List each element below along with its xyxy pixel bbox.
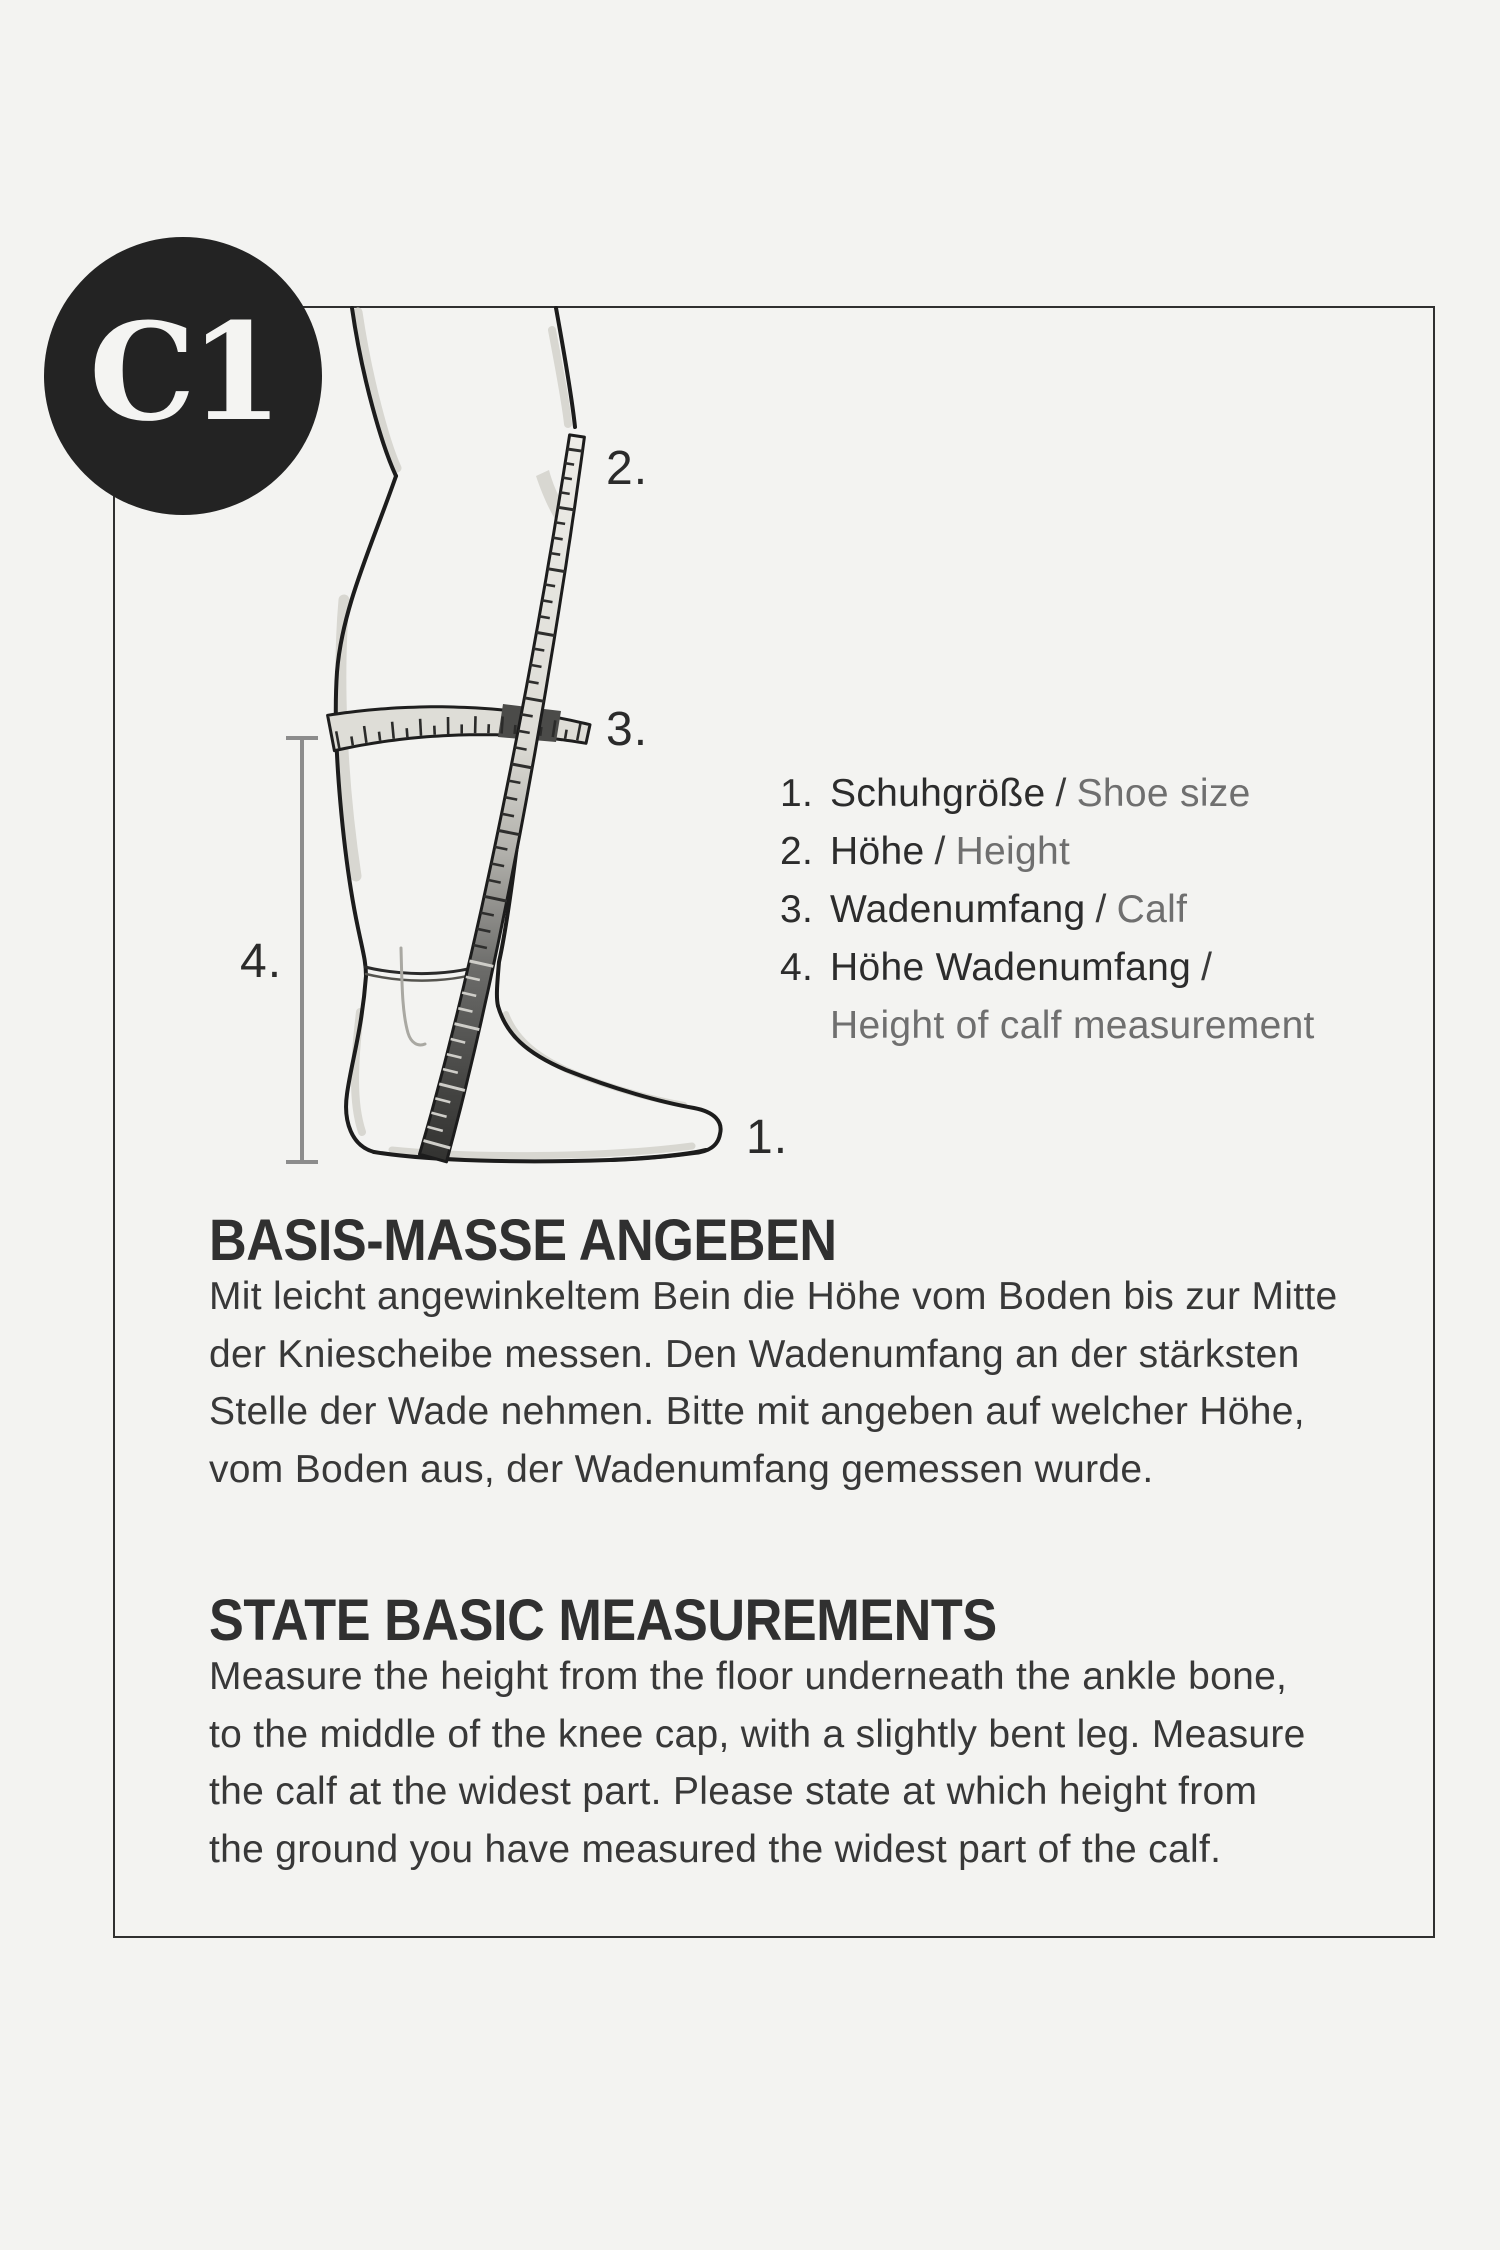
section-en [209, 1588, 1389, 1653]
legend-separator: / [934, 830, 946, 873]
legend-separator: / [1095, 888, 1107, 931]
legend-item [780, 881, 1315, 939]
marker-2: 2. [606, 442, 649, 495]
legend-item-number: 2. [780, 830, 814, 873]
legend-separator: / [1055, 772, 1067, 815]
section-heading-en: STATE BASIC MEASUREMENTS [209, 1588, 997, 1653]
badge-label: C1 [89, 293, 277, 451]
diagonal-measuring-tape [420, 435, 585, 1162]
legend-item-de: Wadenumfang [830, 888, 1086, 931]
height-measure-line [286, 738, 318, 1162]
legend-item-number: 3. [780, 888, 814, 931]
section-de [209, 1208, 1389, 1273]
legend-item-en: Calf [1116, 888, 1188, 931]
paragraph-line: to the middle of the knee cap, with a slightly bent leg. Measure [209, 1712, 1306, 1756]
legend-item-de: Schuhgröße [830, 772, 1046, 815]
paragraph-line: vom Boden aus, der Wadenumfang gemessen wurde. [209, 1447, 1154, 1491]
legend-item [780, 765, 1315, 823]
leg-measurement-illustration [230, 300, 810, 1210]
legend-item [780, 939, 1315, 997]
paragraph-line: the ground you have measured the widest part of the calf. [209, 1827, 1222, 1871]
paragraph-line: der Kniescheibe messen. Den Wadenumfang an der stärksten [209, 1332, 1300, 1376]
calf-tape-band [328, 704, 590, 751]
marker-3: 3. [606, 703, 649, 756]
legend-item-de: Höhe [830, 830, 925, 873]
legend-item [780, 823, 1315, 881]
paragraph-en [209, 1648, 1389, 1878]
legend-item-en-wrapped: Height of calf measurement [830, 1004, 1315, 1047]
legend [780, 765, 1315, 1055]
legend-item-en: Height [955, 830, 1071, 873]
legend-item-en: Shoe size [1076, 772, 1251, 815]
paragraph-line: Measure the height from the floor underneath the ankle bone, [209, 1655, 1288, 1698]
paragraph-line: the calf at the widest part. Please state at which height from [209, 1770, 1258, 1813]
marker-4: 4. [240, 935, 283, 988]
paragraph-de [209, 1268, 1389, 1498]
marker-1: 1. [746, 1111, 789, 1164]
legend-item-number: 1. [780, 772, 814, 815]
paragraph-line: Stelle der Wade nehmen. Bitte mit angeben auf welcher Höhe, [209, 1390, 1305, 1433]
legend-item-de: Höhe Wadenumfang [830, 946, 1192, 989]
legend-item-number: 4. [780, 946, 814, 989]
paragraph-line: Mit leicht angewinkeltem Bein die Höhe vom Boden bis zur Mitte [209, 1275, 1338, 1318]
section-heading-de: BASIS-MASSE ANGEBEN [209, 1208, 837, 1273]
legend-separator: / [1201, 946, 1213, 989]
